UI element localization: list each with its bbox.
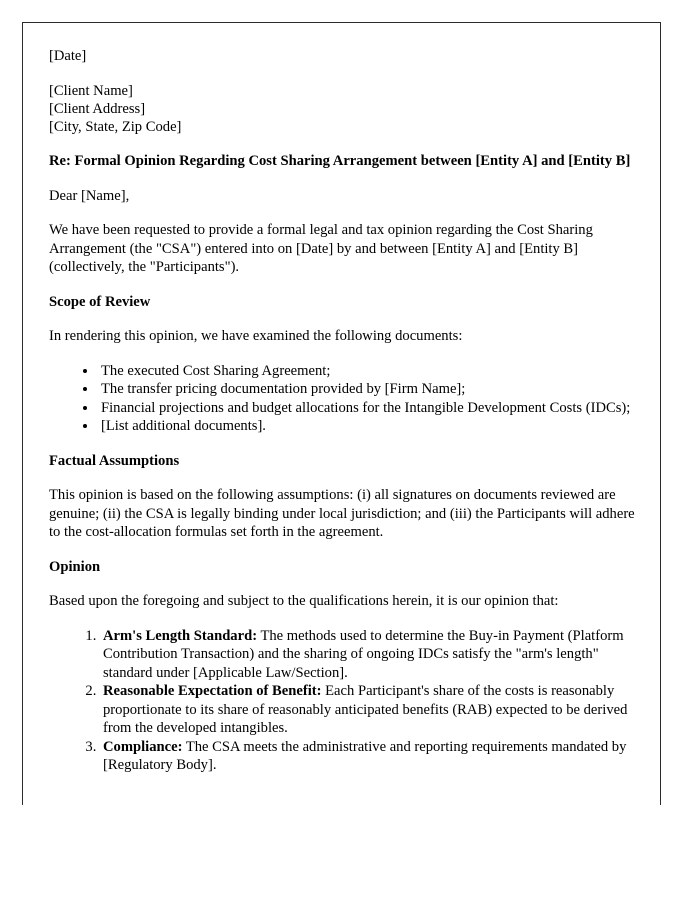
- document-content: [23, 23, 660, 775]
- section-heading-factual-assumptions: Factual Assumptions: [49, 452, 180, 469]
- opinion-item-text: The methods used to determine the Buy-in Payment (Platform Contribution Transaction) and the sharing of ongoing IDCs satisfy the "arm's length" standard under [Applicable Law/Section].: [103, 627, 624, 681]
- list-item: • Financial projections and budget allocations for the Intangible Development Costs (IDCs);: [98, 399, 636, 418]
- opinion-item-term: Arm's Length Standard:: [103, 627, 258, 644]
- opinion-items-list: [49, 627, 636, 775]
- section-heading-scope-of-review: Scope of Review: [49, 293, 151, 310]
- reviewed-documents-list: [49, 362, 636, 436]
- list-item: • [List additional documents].: [98, 417, 636, 436]
- date-line: [Date]: [49, 48, 87, 64]
- opinion-item-text: Each Participant's share of the costs is reasonably proportionate to its share of reasonably anticipated benefits (RAB) expected to be derived from the developed intangibles.: [103, 683, 628, 736]
- opinion-item-term: Reasonable Expectation of Benefit:: [103, 683, 322, 699]
- salutation: Dear [Name],: [49, 187, 130, 204]
- opinion-lead-in: Based upon the foregoing and subject to the qualifications herein, it is our opinion that:: [49, 593, 559, 609]
- scope-lead-in: In rendering this opinion, we have examined the following documents:: [49, 328, 463, 344]
- opinion-item-term: Compliance:: [103, 738, 183, 755]
- list-item: [100, 738, 636, 775]
- factual-assumptions-paragraph: This opinion is based on the following assumptions: (i) all signatures on documents reviewed are genuine; (ii) the CSA is legally binding under local jurisdiction; and (iii) the Participants will adhere to the cost-allocation formulas set forth in the agreement.: [49, 487, 635, 540]
- spacer-after-address: [49, 136, 636, 152]
- document-page: [22, 22, 661, 805]
- subject-line: Re: Formal Opinion Regarding Cost Sharing Arrangement between [Entity A] and [Entity B]: [49, 152, 631, 169]
- list-item: [100, 627, 636, 683]
- opinion-item-text: The CSA meets the administrative and reporting requirements mandated by [Regulatory Body].: [103, 738, 627, 773]
- recipient-name: [Client Name]: [49, 82, 133, 99]
- section-heading-opinion: Opinion: [49, 558, 101, 575]
- list-item: [100, 682, 636, 738]
- recipient-address: [Client Address]: [49, 100, 146, 117]
- list-item: • The transfer pricing documentation provided by [Firm Name];: [98, 380, 636, 399]
- recipient-city-state-zip: [City, State, Zip Code]: [49, 118, 182, 135]
- list-item: • The executed Cost Sharing Agreement;: [98, 362, 636, 381]
- intro-paragraph: We have been requested to provide a formal legal and tax opinion regarding the Cost Sharing Arrangement (the "CSA") entered into on [Date] by and between [Entity A] and [Entity B] (collectively, the "Participants").: [49, 222, 593, 275]
